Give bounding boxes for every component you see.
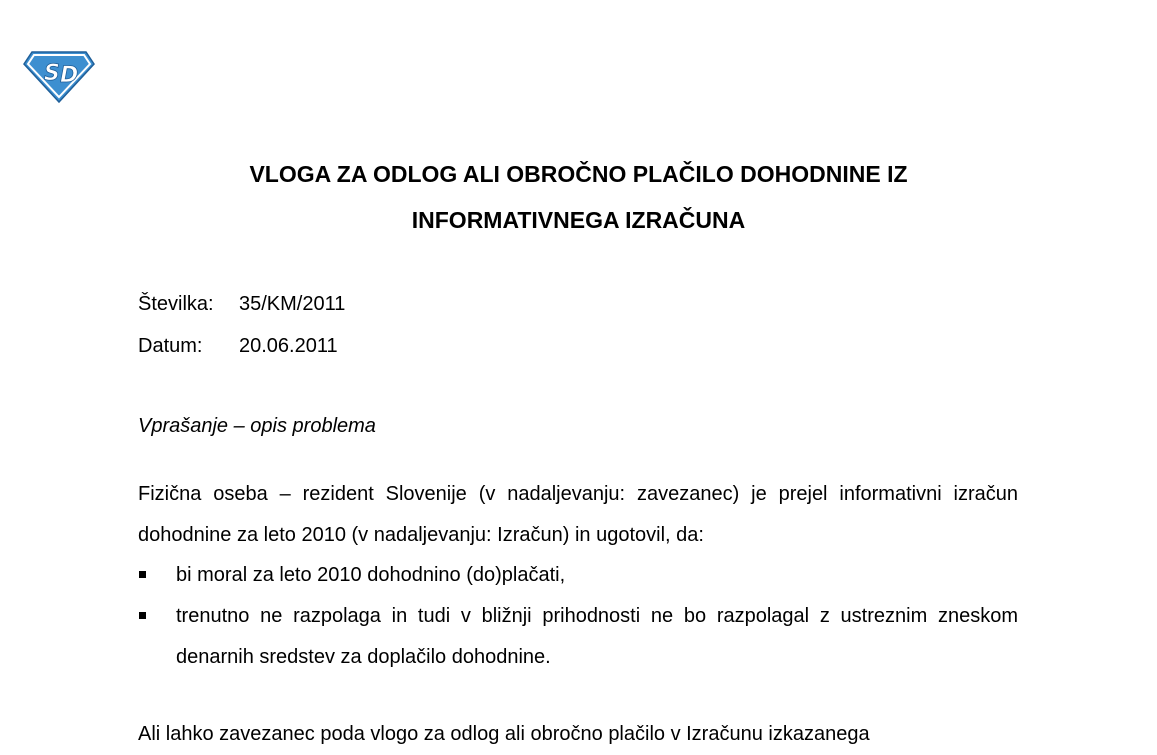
list-item-text: trenutno ne razpolaga in tudi v bližnji prihodnosti ne bo razpolagal z ustreznim zneskom denarnih sredstev za doplačilo dohodnine. [176, 605, 1018, 668]
bullet-square-icon [139, 612, 146, 619]
logo-letter-s: S [44, 61, 60, 86]
document-number-value: 35/KM/2011 [239, 293, 346, 315]
document-number-row [138, 291, 345, 317]
bullet-list [138, 555, 1018, 678]
document-date-value: 20.06.2011 [239, 335, 338, 357]
document-number-label: Številka: [138, 293, 214, 315]
paragraph-intro: Fizična oseba – rezident Slovenije (v nadaljevanju: zavezanec) je prejel informativni izračun dohodnine za leto 2010 (v nadaljevanju: Izračun) in ugotovil, da: [138, 483, 1018, 546]
company-logo [22, 48, 96, 104]
document-title-line-1: VLOGA ZA ODLOG ALI OBROČNO PLAČILO DOHODNINE IZ [249, 161, 908, 187]
list-item [138, 596, 1018, 678]
document-date-row [138, 333, 338, 359]
logo-letter-d: D [60, 63, 79, 88]
document-date-label: Datum: [138, 335, 203, 357]
question-heading: Vprašanje – opis problema [138, 415, 376, 437]
paragraph-question: Ali lahko zavezanec poda vlogo za odlog ali obročno plačilo v Izračunu izkazanega [138, 723, 870, 745]
list-item [138, 555, 1018, 596]
document-title-line-2: INFORMATIVNEGA IZRAČUNA [411, 207, 746, 233]
bullet-square-icon [139, 571, 146, 578]
list-item-text: bi moral za leto 2010 dohodnino (do)plačati, [176, 564, 566, 586]
